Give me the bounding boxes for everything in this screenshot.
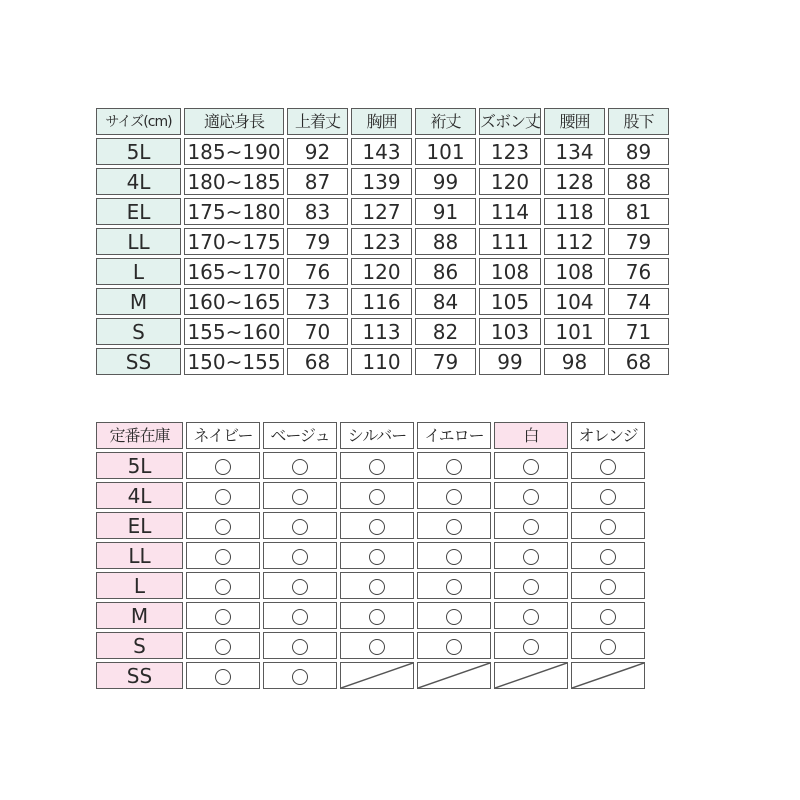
size-label-cell: LL bbox=[96, 228, 181, 255]
size-label-cell: L bbox=[96, 258, 181, 285]
size-value-cell: 86 bbox=[415, 258, 476, 285]
size-value-cell: 91 bbox=[415, 198, 476, 225]
size-value-cell: 81 bbox=[608, 198, 669, 225]
available-circle-icon bbox=[292, 489, 308, 505]
stock-size-label: LL bbox=[96, 542, 183, 569]
size-value-cell: 76 bbox=[287, 258, 348, 285]
available-circle-icon bbox=[523, 519, 539, 535]
available-circle-icon bbox=[523, 549, 539, 565]
size-header-cell: ズボン丈 bbox=[479, 108, 541, 135]
stock-available-cell bbox=[186, 542, 260, 569]
size-value-cell: 143 bbox=[351, 138, 412, 165]
stock-table-row bbox=[96, 572, 645, 599]
size-header-cell: 上着丈 bbox=[287, 108, 348, 135]
stock-available-cell bbox=[186, 572, 260, 599]
size-value-cell: 123 bbox=[351, 228, 412, 255]
size-value-cell: 123 bbox=[479, 138, 541, 165]
available-circle-icon bbox=[369, 459, 385, 475]
available-circle-icon bbox=[600, 579, 616, 595]
stock-available-cell bbox=[186, 662, 260, 689]
size-table-row bbox=[96, 258, 669, 285]
stock-unavailable-cell bbox=[494, 662, 568, 689]
stock-table-row bbox=[96, 512, 645, 539]
size-value-cell: 114 bbox=[479, 198, 541, 225]
size-value-cell: 88 bbox=[608, 168, 669, 195]
stock-available-cell bbox=[494, 482, 568, 509]
stock-available-cell bbox=[417, 572, 491, 599]
available-circle-icon bbox=[446, 639, 462, 655]
available-circle-icon bbox=[215, 519, 231, 535]
stock-available-cell bbox=[340, 632, 414, 659]
stock-available-cell bbox=[417, 512, 491, 539]
stock-size-label: L bbox=[96, 572, 183, 599]
stock-available-cell bbox=[186, 482, 260, 509]
size-value-cell: 101 bbox=[544, 318, 605, 345]
stock-table-row bbox=[96, 452, 645, 479]
available-circle-icon bbox=[523, 579, 539, 595]
stock-header-cell: イエロー bbox=[417, 422, 491, 449]
stock-available-cell bbox=[571, 602, 645, 629]
stock-size-label: S bbox=[96, 632, 183, 659]
size-value-cell: 79 bbox=[608, 228, 669, 255]
stock-available-cell bbox=[340, 452, 414, 479]
size-value-cell: 99 bbox=[479, 348, 541, 375]
stock-size-label: EL bbox=[96, 512, 183, 539]
size-label-cell: 4L bbox=[96, 168, 181, 195]
stock-size-label: 5L bbox=[96, 452, 183, 479]
available-circle-icon bbox=[369, 489, 385, 505]
stock-table-row bbox=[96, 602, 645, 629]
stock-available-cell bbox=[186, 512, 260, 539]
available-circle-icon bbox=[292, 579, 308, 595]
size-value-cell: 118 bbox=[544, 198, 605, 225]
available-circle-icon bbox=[215, 579, 231, 595]
stock-available-cell bbox=[263, 572, 337, 599]
available-circle-icon bbox=[523, 489, 539, 505]
available-circle-icon bbox=[523, 609, 539, 625]
size-value-cell: 88 bbox=[415, 228, 476, 255]
stock-table bbox=[93, 419, 648, 692]
size-header-cell: 適応身長 bbox=[184, 108, 284, 135]
stock-header-cell: 定番在庫 bbox=[96, 422, 183, 449]
size-value-cell: 180~185 bbox=[184, 168, 284, 195]
available-circle-icon bbox=[446, 609, 462, 625]
stock-available-cell bbox=[417, 632, 491, 659]
available-circle-icon bbox=[369, 639, 385, 655]
size-value-cell: 79 bbox=[287, 228, 348, 255]
size-label-cell: SS bbox=[96, 348, 181, 375]
stock-header-cell: ベージュ bbox=[263, 422, 337, 449]
size-header-cell: 股下 bbox=[608, 108, 669, 135]
stock-available-cell bbox=[571, 482, 645, 509]
size-value-cell: 134 bbox=[544, 138, 605, 165]
stock-available-cell bbox=[571, 452, 645, 479]
size-value-cell: 128 bbox=[544, 168, 605, 195]
available-circle-icon bbox=[369, 579, 385, 595]
size-value-cell: 116 bbox=[351, 288, 412, 315]
size-value-cell: 139 bbox=[351, 168, 412, 195]
stock-available-cell bbox=[340, 482, 414, 509]
available-circle-icon bbox=[215, 459, 231, 475]
stock-table-row bbox=[96, 632, 645, 659]
available-circle-icon bbox=[446, 489, 462, 505]
size-value-cell: 150~155 bbox=[184, 348, 284, 375]
stock-available-cell bbox=[186, 602, 260, 629]
available-circle-icon bbox=[600, 519, 616, 535]
size-value-cell: 105 bbox=[479, 288, 541, 315]
stock-unavailable-cell bbox=[340, 662, 414, 689]
available-circle-icon bbox=[292, 609, 308, 625]
size-value-cell: 185~190 bbox=[184, 138, 284, 165]
size-value-cell: 120 bbox=[479, 168, 541, 195]
available-circle-icon bbox=[600, 639, 616, 655]
stock-available-cell bbox=[571, 542, 645, 569]
stock-size-label: 4L bbox=[96, 482, 183, 509]
size-value-cell: 73 bbox=[287, 288, 348, 315]
stock-unavailable-cell bbox=[417, 662, 491, 689]
available-circle-icon bbox=[292, 639, 308, 655]
stock-available-cell bbox=[263, 632, 337, 659]
unavailable-slash-icon bbox=[495, 663, 567, 688]
size-value-cell: 68 bbox=[287, 348, 348, 375]
stock-header-cell: シルバー bbox=[340, 422, 414, 449]
size-value-cell: 113 bbox=[351, 318, 412, 345]
size-value-cell: 70 bbox=[287, 318, 348, 345]
available-circle-icon bbox=[215, 549, 231, 565]
available-circle-icon bbox=[369, 519, 385, 535]
stock-available-cell bbox=[494, 542, 568, 569]
stock-available-cell bbox=[417, 452, 491, 479]
size-table-row bbox=[96, 138, 669, 165]
size-table-row bbox=[96, 198, 669, 225]
size-value-cell: 108 bbox=[479, 258, 541, 285]
stock-header-cell: ネイビー bbox=[186, 422, 260, 449]
available-circle-icon bbox=[600, 609, 616, 625]
size-value-cell: 98 bbox=[544, 348, 605, 375]
stock-table-row bbox=[96, 662, 645, 689]
size-value-cell: 87 bbox=[287, 168, 348, 195]
size-value-cell: 111 bbox=[479, 228, 541, 255]
available-circle-icon bbox=[215, 489, 231, 505]
size-value-cell: 79 bbox=[415, 348, 476, 375]
available-circle-icon bbox=[600, 459, 616, 475]
size-value-cell: 108 bbox=[544, 258, 605, 285]
stock-available-cell bbox=[494, 602, 568, 629]
size-header-cell: 胸囲 bbox=[351, 108, 412, 135]
available-circle-icon bbox=[215, 609, 231, 625]
size-value-cell: 74 bbox=[608, 288, 669, 315]
stock-available-cell bbox=[417, 602, 491, 629]
stock-size-label: M bbox=[96, 602, 183, 629]
size-value-cell: 112 bbox=[544, 228, 605, 255]
available-circle-icon bbox=[292, 519, 308, 535]
size-value-cell: 127 bbox=[351, 198, 412, 225]
size-value-cell: 103 bbox=[479, 318, 541, 345]
available-circle-icon bbox=[369, 549, 385, 565]
stock-header-cell: オレンジ bbox=[571, 422, 645, 449]
size-table-row bbox=[96, 168, 669, 195]
size-value-cell: 104 bbox=[544, 288, 605, 315]
size-table-row bbox=[96, 288, 669, 315]
stock-available-cell bbox=[340, 602, 414, 629]
stock-available-cell bbox=[263, 602, 337, 629]
stock-available-cell bbox=[263, 482, 337, 509]
stock-table-row bbox=[96, 482, 645, 509]
stock-available-cell bbox=[417, 482, 491, 509]
available-circle-icon bbox=[292, 459, 308, 475]
size-table-row bbox=[96, 348, 669, 375]
stock-size-label: SS bbox=[96, 662, 183, 689]
stock-available-cell bbox=[571, 632, 645, 659]
stock-available-cell bbox=[263, 452, 337, 479]
stock-available-cell bbox=[186, 632, 260, 659]
available-circle-icon bbox=[523, 639, 539, 655]
size-value-cell: 82 bbox=[415, 318, 476, 345]
available-circle-icon bbox=[600, 549, 616, 565]
size-table-row bbox=[96, 318, 669, 345]
stock-available-cell bbox=[186, 452, 260, 479]
size-label-cell: 5L bbox=[96, 138, 181, 165]
size-table-header-row bbox=[96, 108, 669, 135]
available-circle-icon bbox=[292, 669, 308, 685]
size-label-cell: EL bbox=[96, 198, 181, 225]
size-value-cell: 89 bbox=[608, 138, 669, 165]
size-value-cell: 68 bbox=[608, 348, 669, 375]
stock-available-cell bbox=[494, 512, 568, 539]
size-value-cell: 170~175 bbox=[184, 228, 284, 255]
stock-table-header-row bbox=[96, 422, 645, 449]
stock-available-cell bbox=[340, 572, 414, 599]
available-circle-icon bbox=[446, 549, 462, 565]
size-value-cell: 110 bbox=[351, 348, 412, 375]
size-value-cell: 92 bbox=[287, 138, 348, 165]
stock-available-cell bbox=[340, 542, 414, 569]
unavailable-slash-icon bbox=[341, 663, 413, 688]
unavailable-slash-icon bbox=[418, 663, 490, 688]
stock-available-cell bbox=[417, 542, 491, 569]
available-circle-icon bbox=[446, 519, 462, 535]
size-header-cell: 裄丈 bbox=[415, 108, 476, 135]
stock-unavailable-cell bbox=[571, 662, 645, 689]
size-value-cell: 71 bbox=[608, 318, 669, 345]
available-circle-icon bbox=[523, 459, 539, 475]
stock-available-cell bbox=[494, 572, 568, 599]
size-value-cell: 83 bbox=[287, 198, 348, 225]
stock-header-cell: 白 bbox=[494, 422, 568, 449]
stock-table-row bbox=[96, 542, 645, 569]
size-value-cell: 155~160 bbox=[184, 318, 284, 345]
available-circle-icon bbox=[292, 549, 308, 565]
stock-available-cell bbox=[494, 632, 568, 659]
size-label-cell: S bbox=[96, 318, 181, 345]
stock-available-cell bbox=[571, 572, 645, 599]
stock-available-cell bbox=[263, 542, 337, 569]
size-value-cell: 165~170 bbox=[184, 258, 284, 285]
size-table bbox=[93, 105, 672, 378]
size-label-cell: M bbox=[96, 288, 181, 315]
available-circle-icon bbox=[369, 609, 385, 625]
size-value-cell: 101 bbox=[415, 138, 476, 165]
stock-available-cell bbox=[263, 662, 337, 689]
size-value-cell: 84 bbox=[415, 288, 476, 315]
size-header-cell: サイズ(cm) bbox=[96, 108, 181, 135]
size-value-cell: 160~165 bbox=[184, 288, 284, 315]
size-value-cell: 175~180 bbox=[184, 198, 284, 225]
size-value-cell: 76 bbox=[608, 258, 669, 285]
size-table-row bbox=[96, 228, 669, 255]
stock-available-cell bbox=[571, 512, 645, 539]
size-value-cell: 120 bbox=[351, 258, 412, 285]
unavailable-slash-icon bbox=[572, 663, 644, 688]
available-circle-icon bbox=[215, 669, 231, 685]
available-circle-icon bbox=[600, 489, 616, 505]
stock-available-cell bbox=[263, 512, 337, 539]
size-value-cell: 99 bbox=[415, 168, 476, 195]
size-header-cell: 腰囲 bbox=[544, 108, 605, 135]
stock-available-cell bbox=[340, 512, 414, 539]
available-circle-icon bbox=[215, 639, 231, 655]
available-circle-icon bbox=[446, 459, 462, 475]
available-circle-icon bbox=[446, 579, 462, 595]
stock-available-cell bbox=[494, 452, 568, 479]
